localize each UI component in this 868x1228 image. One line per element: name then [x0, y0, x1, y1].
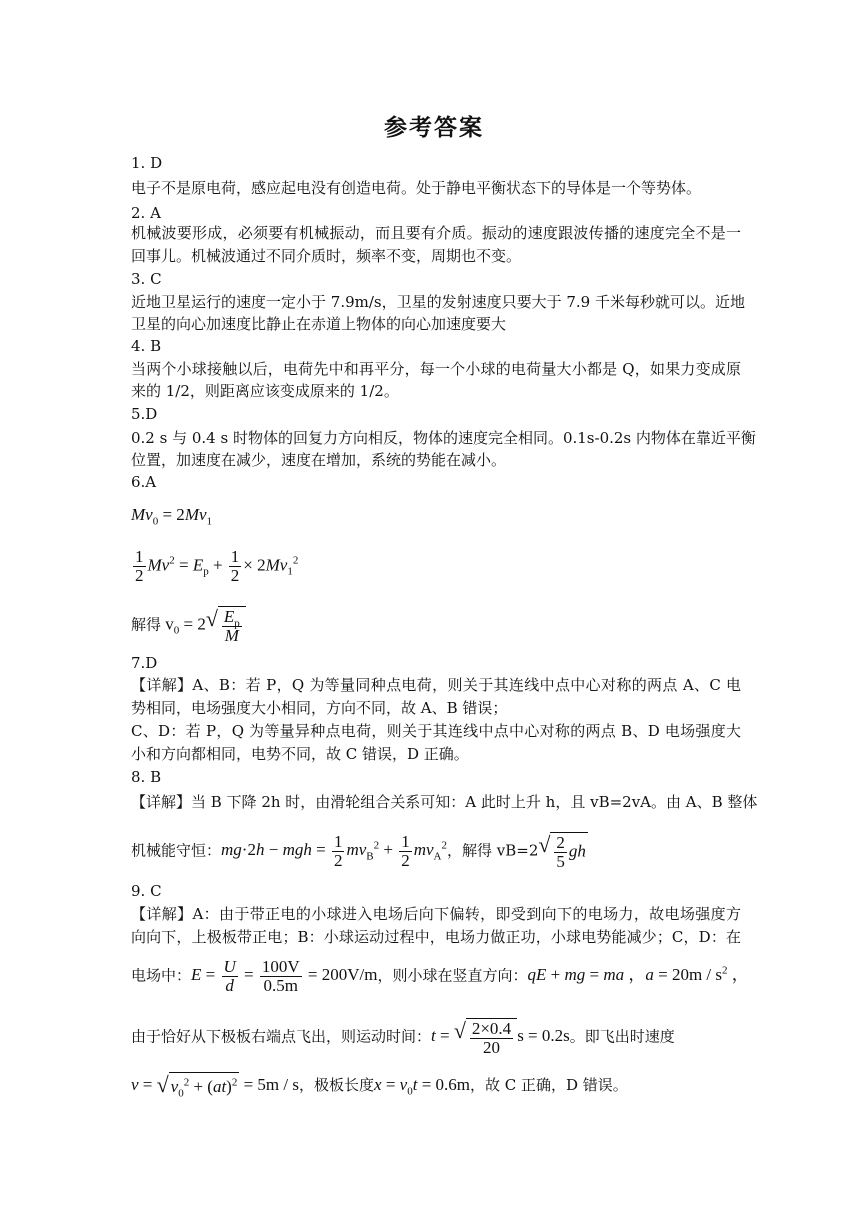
formula-energy: $\frac{1}{2}$ $Mv^2 = E_p$ + $\frac{1}{2}$ × $2Mv_1^2$ [135, 547, 299, 585]
answer-4-explanation-line1: 当两个小球接触以后，电荷先中和再平分，每一个小球的电荷量大小都是 Q，如果力变成原 [131, 360, 741, 378]
vertical-direction-label: ，则小球在竖直方向： [377, 966, 528, 985]
formula-solution-v0: 解得 $v_0 = 2$ √ $\frac{E_p}{M}$ [131, 606, 246, 645]
answer-9-explanation-line4 [131, 1018, 741, 1057]
answer-3-explanation-line1: 近地卫星运行的速度一定小于 7.9m/s，卫星的发射速度只要大于 7.9 千米每秒就可以。近地 [131, 293, 745, 311]
time-label: 由于恰好从下极板右端点飞出，则运动时间： [131, 1027, 432, 1046]
formula-newton: qE + mg = ma ，$a = 20m / s^2$ ， [527, 964, 749, 985]
answer-9-explanation-line5 [131, 1072, 741, 1100]
answer-2-label: 2. A [131, 204, 161, 222]
answer-2-explanation-line1: 机械波要形成，必须要有机械振动，而且要有介质。振动的速度跟波传播的速度完全不是一 [131, 224, 741, 242]
answer-7-explanation-line2: 势相同，电场强度大小相同，方向不同，故 A、B 错误； [131, 699, 508, 717]
answer-3-explanation-line2: 卫星的向心加速度比静止在赤道上物体的向心加速度要大 [131, 315, 507, 333]
page-title: 参考答案 [384, 115, 484, 141]
solution-vb-label: ，解得 vB=2 [446, 841, 539, 860]
formula-velocity: v = √ $v_0^2 + (at)^2 = 5m / s$ [131, 1072, 299, 1100]
field-label: 电场中： [131, 966, 192, 985]
solve-label: 解得 [131, 615, 162, 634]
answer-1-explanation: 电子不是原电荷，感应起电没有创造电荷。处于静电平衡状态下的导体是一个等势体。 [131, 179, 702, 197]
formula-vb: √ $\frac{2}{5}$ gh [538, 832, 586, 871]
formula-plate-length: $x = v_0t = 0.6m$ [374, 1075, 470, 1098]
formula-momentum: $Mv_0 = 2Mv_1$ [131, 505, 213, 528]
answer-2-explanation-line2: 回事儿。机械波通过不同介质时，频率不变，周期也不变。 [131, 247, 522, 265]
answer-8-explanation-line2 [131, 832, 741, 871]
answer-7-explanation-line3: C、D：若 P，Q 为等量异种点电荷，则关于其连线中点中心对称的两点 B、D 电场强度大 [131, 722, 741, 740]
answer-7-explanation-line1: 【详解】A、B：若 P，Q 为等量同种点电荷，则关于其连线中点中心对称的两点 A、C 电 [131, 676, 741, 694]
answer-7-explanation-line4: 小和方向都相同，电势不同，故 C 错误，D 正确。 [131, 745, 469, 763]
answer-5-explanation-line1: 0.2 s 与 0.4 s 时物体的回复力方向相反，物体的速度完全相同。0.1s-0.2s 内物体在靠近平衡 [131, 429, 756, 447]
answer-4-explanation-line2: 来的 1/2，则距离应该变成原来的 1/2。 [131, 382, 399, 400]
answer-6-label: 6.A [131, 473, 157, 491]
answer-9-explanation-line1: 【详解】A：由于带正电的小球进入电场后向下偏转，即受到向下的电场力，故电场强度方 [131, 905, 741, 923]
answer-9-label: 9. C [131, 882, 162, 900]
answer-4-label: 4. B [131, 337, 162, 355]
answer-9-explanation-line3 [131, 957, 749, 995]
answer-8-label: 8. B [131, 768, 162, 786]
answer-3-label: 3. C [131, 270, 162, 288]
answer-8-explanation-line1: 【详解】当 B 下降 2h 时，由滑轮组合关系可知：A 此时上升 h，且 vB=2vA。由 A、B 整体 [131, 793, 758, 811]
answer-5-explanation-line2: 位置，加速度在减少，速度在增加，系统的势能在减小。 [131, 451, 507, 469]
plate-length-label: ，极板长度 [299, 1076, 375, 1094]
answer-5-label: 5.D [131, 405, 158, 423]
formula-energy-conservation: mg·2h − mgh = $\frac{1}{2}$ $mv_B^2$ + $\frac{1}{2}$ $mv_A^2$ [221, 832, 447, 870]
formula-time: t = √ $\frac{2\times 0.4}{20}$ s = 0.2s [431, 1018, 570, 1057]
answer-9-explanation-line2: 向向下，上极板带正电；B：小球运动过程中，电场力做正功，小球电势能减少；C，D：在 [131, 928, 741, 946]
energy-conservation-label: 机械能守恒： [131, 841, 222, 860]
answer-7-label: 7.D [131, 654, 158, 672]
answer-1-label: 1. D [131, 154, 163, 172]
conclusion-label: ，故 C 正确，D 错误。 [470, 1076, 628, 1094]
velocity-label: 。即飞出时速度 [569, 1027, 675, 1046]
formula-field-strength: E = $\frac{U}{d}$ = $\frac{100V}{0.5m}$ = 200V/m [191, 957, 378, 995]
